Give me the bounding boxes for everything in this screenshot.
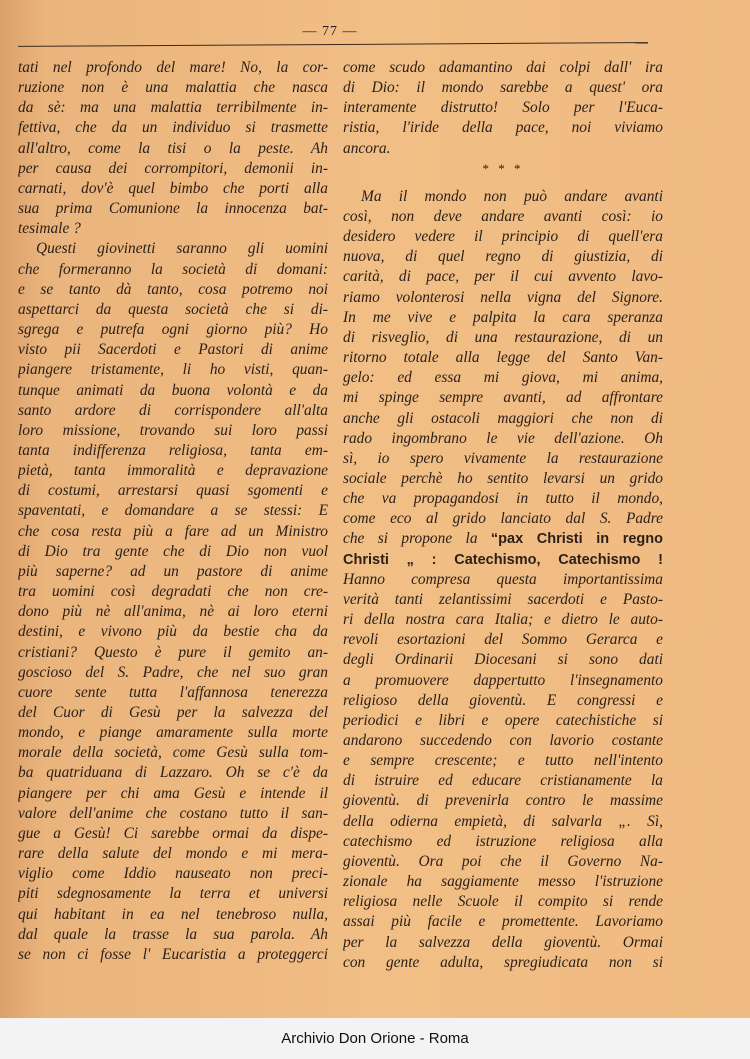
text-line: gioventù. di prevenirla contro le massime (343, 792, 663, 810)
text-line: In me vive e palpita la cara speranza (343, 308, 663, 326)
text-line: sgrega e putrefa ogni giorno più? Ho (18, 321, 328, 339)
text-line: religiosa nelle Scuole il compito si rende (343, 893, 663, 911)
text-line: e se tanto dà tanto, cosa potremo noi (18, 280, 328, 298)
text-line: religioso della gioventù. E congressi e (343, 691, 663, 709)
text-line: Questi giovinetti saranno gli uomini (36, 240, 328, 258)
text-line: gue a Gesù! Ci sarebbe ormai da dispe- (18, 824, 328, 842)
archive-footer: Archivio Don Orione - Roma (0, 1018, 750, 1059)
text-line: nuova, di quel regno di giustizia, di (343, 248, 663, 266)
text-line: visto pii Sacerdoti e Pastori di anime (18, 341, 328, 359)
text-line: a promuovere dappertutto l'insegnamento (343, 671, 663, 689)
text-line: Ma il mondo non può andare avanti (361, 187, 663, 205)
text-line: anche gli ostacoli maggiori che non di (343, 409, 663, 427)
text-line: loro missione, trovando sui loro passi (18, 421, 328, 439)
text-line: carità, di pace, per il cui avvento lavo- (343, 268, 663, 286)
text-line: per la salvezza della gioventù. Ormai (343, 933, 663, 951)
text-line: più saperne? ad un pastore di anime (18, 562, 328, 580)
text-line: desidero vedere il principio di quell'era (343, 228, 663, 246)
text-line: gioventù. Ora poi che il Governo Na- (343, 852, 663, 870)
text-line: ri della nostra cara Italia; e dietro le auto- (343, 611, 663, 629)
text-line: tanta indifferenza religiosa, tanta em- (18, 441, 328, 459)
text-line: di costumi, arrestarsi quasi sgomenti e (18, 482, 328, 500)
text-line: catechismo ed istruzione religiosa alla (343, 832, 663, 850)
text-line: cuore sente tutta l'affannosa tenerezza (18, 683, 328, 701)
text-line: viglio come Iddio nauseato non preci- (18, 865, 328, 883)
text-line: qui habitant in ea nel tenebroso nulla, (18, 905, 328, 923)
text-line: mondo, e piange amaramente sulla morte (18, 724, 328, 742)
text-line: riamo volonterosi nella vigna del Signore. (343, 288, 663, 306)
text-line: sua prima Comunione la innocenza bat- (18, 200, 328, 218)
text-line: revoli esortazioni del Sommo Gerarca e (343, 631, 663, 649)
text-line: zionale ha saggiamente messo l'istruzione (343, 873, 663, 891)
text-line: assai più facile e promettente. Lavoriamo (343, 913, 663, 931)
text-line: ruzione non è una malattia che nasca (18, 79, 328, 97)
left-text-column (18, 58, 328, 965)
text-line: sociale perchè ho sentito levarsi un grido (343, 469, 663, 487)
text-line: ba quatriduana di Lazzaro. Oh se c'è da (18, 764, 328, 782)
text-line: da sè: ma una malattia terribilmente in- (18, 99, 328, 117)
text-line: dal quale la trasse la sua parola. Ah (18, 925, 328, 943)
text-line: morale della società, come Gesù sulla tom- (18, 744, 328, 762)
text-line: verità tanti zelantissimi sacerdoti e Pasto- (343, 590, 663, 608)
text-line (343, 550, 663, 570)
text-line: di istruire ed educare cristianamente la (343, 772, 663, 790)
text-line: carnati, dov'è quel bimbo che porti alla (18, 179, 328, 197)
header-rule (18, 42, 648, 47)
text-line: piangere per chi ama Gesù e intende il (18, 784, 328, 802)
text-line: degli Ordinarii Diocesani si sono dati (343, 651, 663, 669)
text-line: destini, e vivono più da bestie cha da (18, 623, 328, 641)
text-line: di Dio tra gente che di Dio non vuol (18, 542, 328, 560)
text-line: valore dell'anime che costano tutto il san- (18, 804, 328, 822)
text-line: gelo: ed essa mi giova, mi anima, (343, 369, 663, 387)
emphasis-text: Christi „ : Catechismo, Catechismo ! (343, 551, 663, 568)
text-line: per causa dei corrompitori, demonii in- (18, 159, 328, 177)
text-line: Hanno compresa questa importantissima (343, 570, 663, 588)
text-line: di Dio: il mondo sarebbe a quest' ora (343, 79, 663, 97)
text-line: mi spinge sempre avanti, ad affrontare (343, 389, 663, 407)
text-line: ancora. (343, 139, 391, 157)
text-line (343, 529, 663, 549)
page-number: — 77 — (302, 24, 358, 39)
text-line: se non ci fosse l' Eucaristia a proteggerci (18, 945, 328, 963)
text-line: tra uomini così degradati che non cre- (18, 583, 328, 601)
text-line: così, non deve andare avanti così: io (343, 207, 663, 225)
text-line: tunque animati da buona volontà e da (18, 381, 328, 399)
paragraph-gap (343, 179, 663, 187)
text-line: goscioso del S. Padre, che nel suo gran (18, 663, 328, 681)
text-line: dono più nè all'anima, nè ai loro eterni (18, 603, 328, 621)
text-line: e sempre crescente; e tutto nell'intento (343, 752, 663, 770)
text-line: tesimale ? (18, 220, 81, 238)
text-line: sì, io spero vivamente la restaurazione (343, 449, 663, 467)
text-line: spaventati, e domandare a se stessi: E (18, 502, 328, 520)
text-line: periodici e libri e opere catechistiche si (343, 711, 663, 729)
text-line: all'altro, come la tisi o la peste. Ah (18, 139, 328, 157)
text-line: piti sdegnosamente la terra et universi (18, 885, 328, 903)
text-run: che si propone la (343, 530, 491, 548)
text-line: aspettarci da questa società che si di- (18, 300, 328, 318)
emphasis-text: “pax Christi in regno (490, 531, 663, 548)
text-line: tati nel profondo del mare! No, la cor- (18, 59, 328, 76)
text-line: con gente adulta, spregiudicata non si (343, 953, 663, 971)
text-line: ristia, l'iride della pace, noi viviamo (343, 119, 663, 137)
text-line: cristiani? Questo è pure il gemito an- (18, 643, 328, 661)
right-text-column (343, 58, 663, 973)
text-line: fettiva, che da un individuo si trasmette (18, 119, 328, 137)
text-line: di risveglio, di una restaurazione, di un (343, 328, 663, 346)
text-line: come scudo adamantino dai colpi dall' ira (343, 59, 663, 76)
text-line: rado ingombrano le vie dell'azione. Oh (343, 429, 663, 447)
text-line: rare della salute del mondo e mi mera- (18, 845, 328, 863)
text-line: santo ardore di corrispondere all'alta (18, 401, 328, 419)
text-line: della odierna empietà, di salvarla „. Sì, (343, 812, 663, 830)
text-line: come eco al grido lanciato dal S. Padre (343, 510, 663, 528)
text-line: interamente distrutto! Solo per l'Euca- (343, 99, 663, 117)
text-line: che va propagandosi in tutto il mondo, (343, 490, 663, 508)
text-line: andarono succedendo con lavorio costante (343, 732, 663, 749)
text-line: del Cuor di Gesù per la salvezza del (18, 704, 328, 721)
text-line: ritorno totale alla legge del Santo Van- (343, 349, 663, 367)
text-line: che cosa resta più a fare ad un Ministro (18, 522, 328, 540)
section-separator: * * * (482, 160, 524, 176)
text-line: che formeranno la società di domani: (18, 260, 328, 278)
text-line: piangere tristamente, li ho visti, quan- (18, 361, 328, 379)
text-line: pietà, tanta immoralità e depravazione (18, 462, 328, 480)
